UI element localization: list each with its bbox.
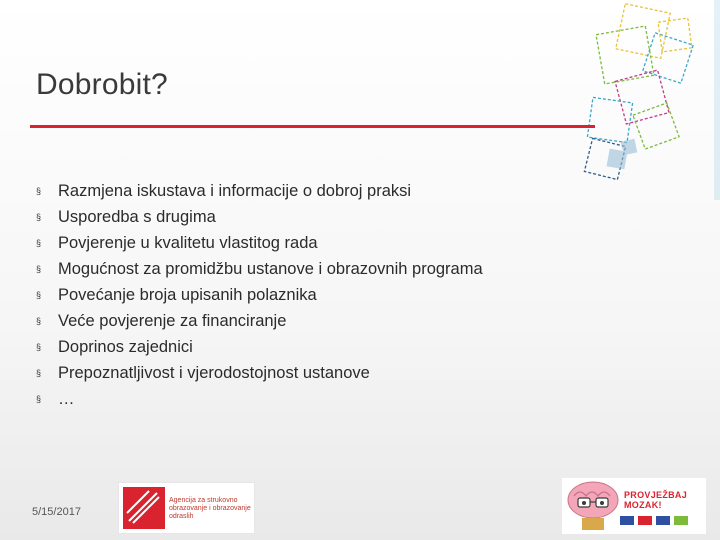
partner-flag-icon	[656, 516, 670, 525]
bullet-marker-icon: §	[36, 316, 42, 326]
slide-date: 5/15/2017	[32, 506, 81, 518]
bullet-text: Usporedba s drugima	[58, 207, 216, 226]
partner-flag-icon	[674, 516, 688, 525]
title-underline	[30, 125, 595, 128]
bullet-marker-icon: §	[36, 290, 42, 300]
bullet-item	[36, 282, 483, 308]
slide-title: Dobrobit?	[36, 68, 168, 101]
bullet-marker-icon: §	[36, 186, 42, 196]
bullet-marker-icon: §	[36, 238, 42, 248]
bullet-item	[36, 386, 483, 412]
bullet-item	[36, 256, 483, 282]
bullet-item	[36, 178, 483, 204]
bullet-text: Doprinos zajednici	[58, 337, 193, 356]
bullet-text: Mogućnost za promidžbu ustanove i obrazovnih programa	[58, 259, 483, 278]
bullet-marker-icon: §	[36, 368, 42, 378]
partner-flags	[620, 516, 688, 525]
campaign-logo-text: PROVJEŽBAJ MOZAK!	[624, 490, 688, 510]
bullet-text: Povećanje broja upisanih polaznika	[58, 285, 317, 304]
bullet-item	[36, 308, 483, 334]
bullet-item	[36, 334, 483, 360]
bullet-item	[36, 204, 483, 230]
eu-flag-icon	[620, 516, 634, 525]
bullet-marker-icon: §	[36, 394, 42, 404]
bullet-text: Povjerenje u kvalitetu vlastitog rada	[58, 233, 318, 252]
bullet-text: …	[58, 389, 75, 408]
agency-emblem-icon	[123, 487, 165, 529]
bullet-marker-icon: §	[36, 212, 42, 222]
bullet-text: Veće povjerenje za financiranje	[58, 311, 287, 330]
bullet-marker-icon: §	[36, 264, 42, 274]
brain-mascot-icon	[564, 478, 622, 534]
campaign-logo	[562, 478, 706, 534]
agency-logo	[118, 482, 255, 534]
agency-logo-text: Agencija za strukovno obrazovanje i obrazovanje odraslih	[169, 497, 251, 520]
decorative-squares	[560, 0, 720, 200]
bullet-item	[36, 230, 483, 256]
bullet-item	[36, 360, 483, 386]
partner-flag-icon	[638, 516, 652, 525]
bullet-list	[36, 178, 483, 412]
bullet-text: Prepoznatljivost i vjerodostojnost ustanove	[58, 363, 370, 382]
bullet-text: Razmjena iskustava i informacije o dobroj praksi	[58, 181, 412, 200]
bullet-marker-icon: §	[36, 342, 42, 352]
